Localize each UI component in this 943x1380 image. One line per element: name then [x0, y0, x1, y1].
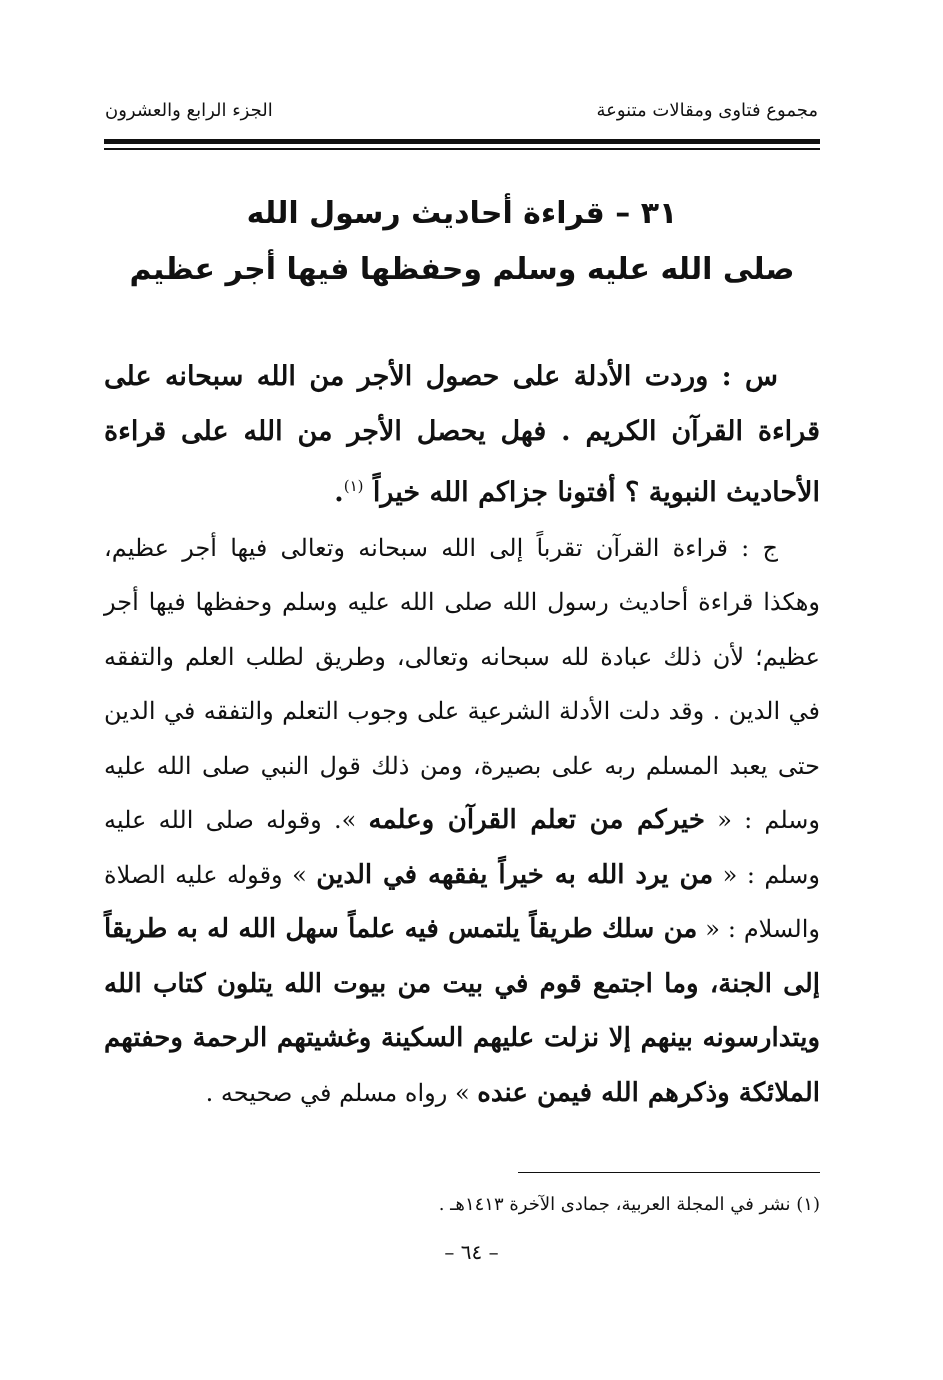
chapter-title-line-2: صلى الله عليه وسلم وحفظها فيها أجر عظيم: [129, 252, 795, 287]
footnote-separator: [518, 1172, 820, 1173]
hadith-3: من سلك طريقاً يلتمس فيه علماً سهل الله له به طريقاً إلى الجنة، وما اجتمع قوم في بيت من بيوت الله يتلون كتاب الله ويتدارسونه بينهم إلا نزلت عليهم السكينة وغشيتهم الرحمة وحفتهم الملائكة وذكرهم الله فيمن عنده: [104, 914, 820, 1108]
answer-part-4: » رواه مسلم في صحيحه .: [205, 1078, 470, 1107]
volume-title: الجزء الرابع والعشرون: [105, 100, 273, 121]
answer-part-1: ج : قراءة القرآن تقرباً إلى الله سبحانه وتعالى فيها أجر عظيم، وهكذا قراءة أحاديث رسول الله صلى الله عليه وسلم وحفظها فيها أجر عظيم؛ لأن ذلك عبادة لله سبحانه وتعالى، وطريق لطلب العلم والتفقه في الدين . وقد دلت الأدلة الشرعية على وجوب التعلم والتفقه في الدين حتى يعبد المسلم ربه على بصيرة، ومن ذلك قول النبي صلى الله عليه وسلم : «: [104, 533, 821, 834]
footnote: (١) نشر في المجلة العربية، جمادى الآخرة ١٤١٣هـ .: [438, 1194, 820, 1215]
footnote-reference: (١): [343, 477, 364, 495]
running-header: [105, 100, 818, 130]
question-text: س : وردت الأدلة على حصول الأجر من الله سبحانه على قراءة القرآن الكريم . فهل يحصل الأجر من الله على قراءة الأحاديث النبوية ؟ أفتونا جزاكم الله خيراً: [104, 361, 820, 508]
header-rule-thin: [104, 148, 820, 150]
answer-paragraph: [104, 521, 820, 1121]
header-rule-thick: [104, 139, 820, 144]
body-text: [104, 350, 820, 1120]
page-number: – ٦٤ –: [444, 1240, 499, 1264]
chapter-title-line-1: ٣١ – قراءة أحاديث رسول الله: [246, 196, 678, 231]
answer-part-3: » وقوله عليه الصلاة والسلام : «: [104, 860, 820, 943]
question-end: .: [334, 477, 344, 508]
answer-part-2: ». وقوله صلى الله عليه وسلم : «: [104, 806, 821, 889]
hadith-1: خيركم من تعلم القرآن وعلمه: [368, 805, 705, 835]
hadith-2: من يرد الله به خيراً يفقهه في الدين: [316, 859, 714, 890]
question-paragraph: [104, 350, 820, 521]
chapter-title: [104, 186, 820, 298]
series-title: مجموع فتاوى ومقالات متنوعة: [596, 100, 818, 121]
